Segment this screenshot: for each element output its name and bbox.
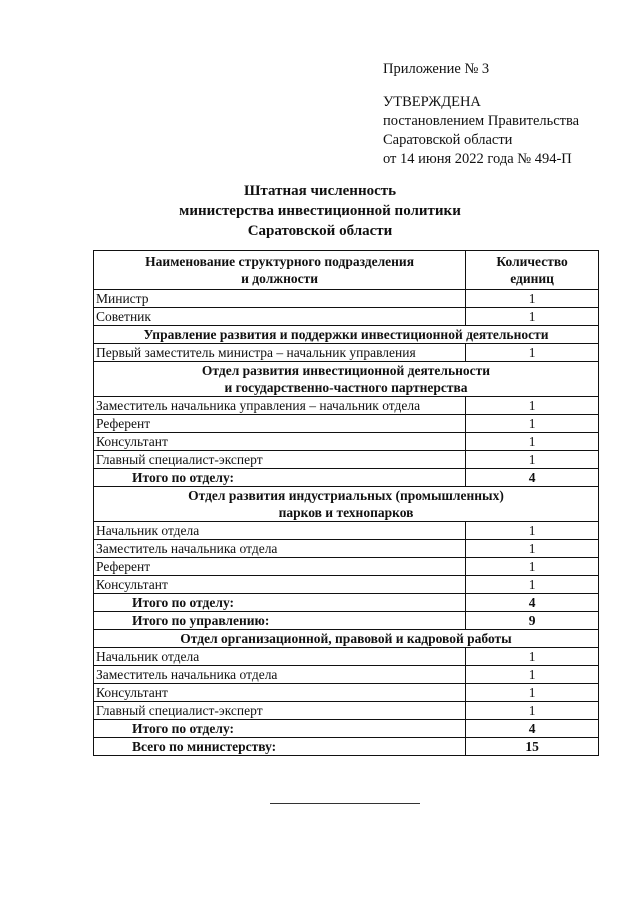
table-row [94,666,599,684]
staff-table [93,250,599,756]
section-title [94,487,599,522]
title-line-1: Штатная численность [243,183,397,199]
total-label: Итого по управлению: [94,612,466,630]
total-count: 4 [466,469,599,487]
total-row [94,469,599,487]
position-name: Консультант [94,684,466,702]
approved-label: УТВЕРЖДЕНА [383,94,481,110]
appendix-label: Приложение № 3 [383,61,490,77]
table-row [94,290,599,308]
section-title-line: и государственно-частного партнерства [224,380,468,395]
total-count: 4 [466,594,599,612]
position-name: Главный специалист-эксперт [94,702,466,720]
position-name: Заместитель начальника отдела [94,666,466,684]
document-title [0,181,640,241]
section-title-line: Отдел организационной, правовой и кадровой работы [180,631,512,646]
header-count-line-2: единиц [510,271,554,286]
table-row [94,702,599,720]
approval-line-2: Саратовской области [383,132,513,148]
position-count: 1 [466,433,599,451]
table-row [94,648,599,666]
position-name: Первый заместитель министра – начальник управления [94,344,466,362]
total-label: Итого по отделу: [94,720,466,738]
section-title [94,630,599,648]
header-count-line-1: Количество [496,254,568,269]
total-label: Итого по отделу: [94,469,466,487]
section-row [94,630,599,648]
position-name: Главный специалист-эксперт [94,451,466,469]
section-title-line: Отдел развития индустриальных (промышленных) [188,488,504,503]
table-row [94,433,599,451]
title-line-3: Саратовской области [247,223,393,239]
footer-divider [270,803,420,804]
table-row [94,451,599,469]
position-name: Министр [94,290,466,308]
total-label: Итого по отделу: [94,594,466,612]
spacer [383,79,579,93]
position-count: 1 [466,415,599,433]
position-name: Консультант [94,576,466,594]
table-row [94,344,599,362]
position-name: Референт [94,558,466,576]
approval-line-1: постановлением Правительства [383,113,580,129]
position-name: Советник [94,308,466,326]
section-title-line: Управление развития и поддержки инвестиционной деятельности [143,327,549,342]
table-row [94,397,599,415]
header-name-line-2: и должности [241,271,319,286]
position-count: 1 [466,666,599,684]
section-title [94,326,599,344]
table-row [94,576,599,594]
title-line-2: министерства инвестиционной политики [179,203,461,219]
position-count: 1 [466,290,599,308]
position-count: 1 [466,540,599,558]
table-row [94,558,599,576]
total-row [94,612,599,630]
position-count: 1 [466,684,599,702]
total-count: 15 [466,738,599,756]
position-count: 1 [466,522,599,540]
section-title-line: парков и технопарков [278,505,414,520]
position-name: Начальник отдела [94,648,466,666]
table-row [94,540,599,558]
position-count: 1 [466,648,599,666]
section-title-line: Отдел развития инвестиционной деятельности [201,363,491,378]
total-label: Всего по министерству: [94,738,466,756]
position-name: Заместитель начальника управления – начальник отдела [94,397,466,415]
section-row [94,487,599,522]
position-count: 1 [466,576,599,594]
table-row [94,308,599,326]
position-count: 1 [466,344,599,362]
position-count: 1 [466,702,599,720]
total-count: 4 [466,720,599,738]
position-count: 1 [466,308,599,326]
total-row [94,738,599,756]
table-header-row [94,251,599,290]
section-row [94,362,599,397]
table-body [94,290,599,756]
table-row [94,415,599,433]
position-count: 1 [466,558,599,576]
approval-block [383,60,579,169]
section-title [94,362,599,397]
approval-line-3: от 14 июня 2022 года № 494-П [383,151,572,167]
position-count: 1 [466,451,599,469]
header-name-line-1: Наименование структурного подразделения [145,254,415,269]
total-row [94,594,599,612]
section-row [94,326,599,344]
position-name: Консультант [94,433,466,451]
position-name: Заместитель начальника отдела [94,540,466,558]
total-row [94,720,599,738]
table-row [94,522,599,540]
position-count: 1 [466,397,599,415]
table-row [94,684,599,702]
header-count [466,251,599,290]
total-count: 9 [466,612,599,630]
position-name: Начальник отдела [94,522,466,540]
header-name [94,251,466,290]
position-name: Референт [94,415,466,433]
